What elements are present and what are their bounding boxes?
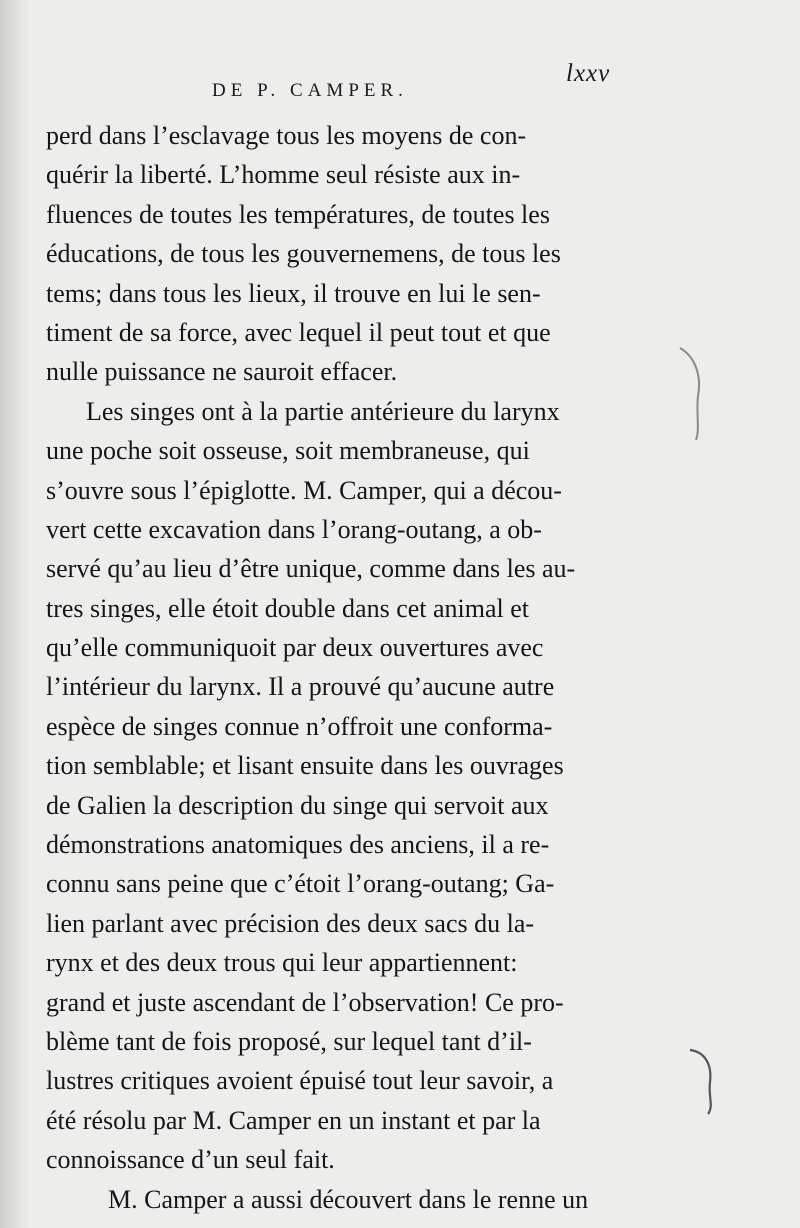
paragraph-start-line: Les singes ont à la partie antérieure du larynx xyxy=(86,396,560,426)
body-text xyxy=(46,116,654,1219)
text-line: grand et juste ascendant de l’observation! Ce pro- xyxy=(46,987,564,1017)
text-line: timent de sa force, avec lequel il peut tout et que xyxy=(46,317,551,347)
text-line: connoissance d’un seul fait. xyxy=(46,1145,335,1175)
text-line: l’intérieur du larynx. Il a prouvé qu’aucune autre xyxy=(46,672,555,702)
text-line: s’ouvre sous l’épiglotte. M. Camper, qui a décou- xyxy=(46,475,562,505)
margin-mark-icon xyxy=(676,344,706,444)
text-line: connu sans peine que c’étoit l’orang-outang; Ga- xyxy=(46,869,555,899)
page-number: lxxv xyxy=(566,60,611,87)
text-line: tres singes, elle étoit double dans cet animal et xyxy=(46,593,530,623)
text-line: servé qu’au lieu d’être unique, comme dans les au- xyxy=(46,554,576,584)
paragraph-start-line: M. Camper a aussi découvert dans le renne un xyxy=(108,1184,589,1214)
text-line: fluences de toutes les températures, de toutes les xyxy=(46,199,550,229)
text-line: lustres critiques avoient épuisé tout leur savoir, a xyxy=(46,1066,554,1096)
text-line: blème tant de fois proposé, sur lequel tant d’il- xyxy=(46,1026,532,1056)
text-line: tems; dans tous les lieux, il trouve en lui le sen- xyxy=(46,278,541,308)
text-line: tion semblable; et lisant ensuite dans les ouvrages xyxy=(46,751,564,781)
text-line: été résolu par M. Camper en un instant et par la xyxy=(46,1105,541,1135)
page-gutter-shadow xyxy=(0,0,30,1228)
running-title: DE P. CAMPER. xyxy=(212,80,408,101)
text-line: quérir la liberté. L’homme seul résiste aux in- xyxy=(46,160,521,190)
text-line: vert cette excavation dans l’orang-outang, a ob- xyxy=(46,514,542,544)
text-line: une poche soit osseuse, soit membraneuse, qui xyxy=(46,436,530,466)
text-line: qu’elle communiquoit par deux ouvertures avec xyxy=(46,633,544,663)
text-line: nulle puissance ne sauroit effacer. xyxy=(46,357,398,387)
text-line: éducations, de tous les gouvernemens, de tous les xyxy=(46,239,561,269)
text-line: espèce de singes connue n’offroit une conforma- xyxy=(46,711,553,741)
text-line: de Galien la description du singe qui servoit aux xyxy=(46,790,549,820)
text-line: démonstrations anatomiques des anciens, il a re- xyxy=(46,830,550,860)
margin-mark-icon xyxy=(688,1046,718,1116)
text-line: perd dans l’esclavage tous les moyens de con- xyxy=(46,121,527,150)
text-line: lien parlant avec précision des deux sacs du la- xyxy=(46,908,535,938)
text-line: rynx et des deux trous qui leur appartiennent: xyxy=(46,948,518,978)
